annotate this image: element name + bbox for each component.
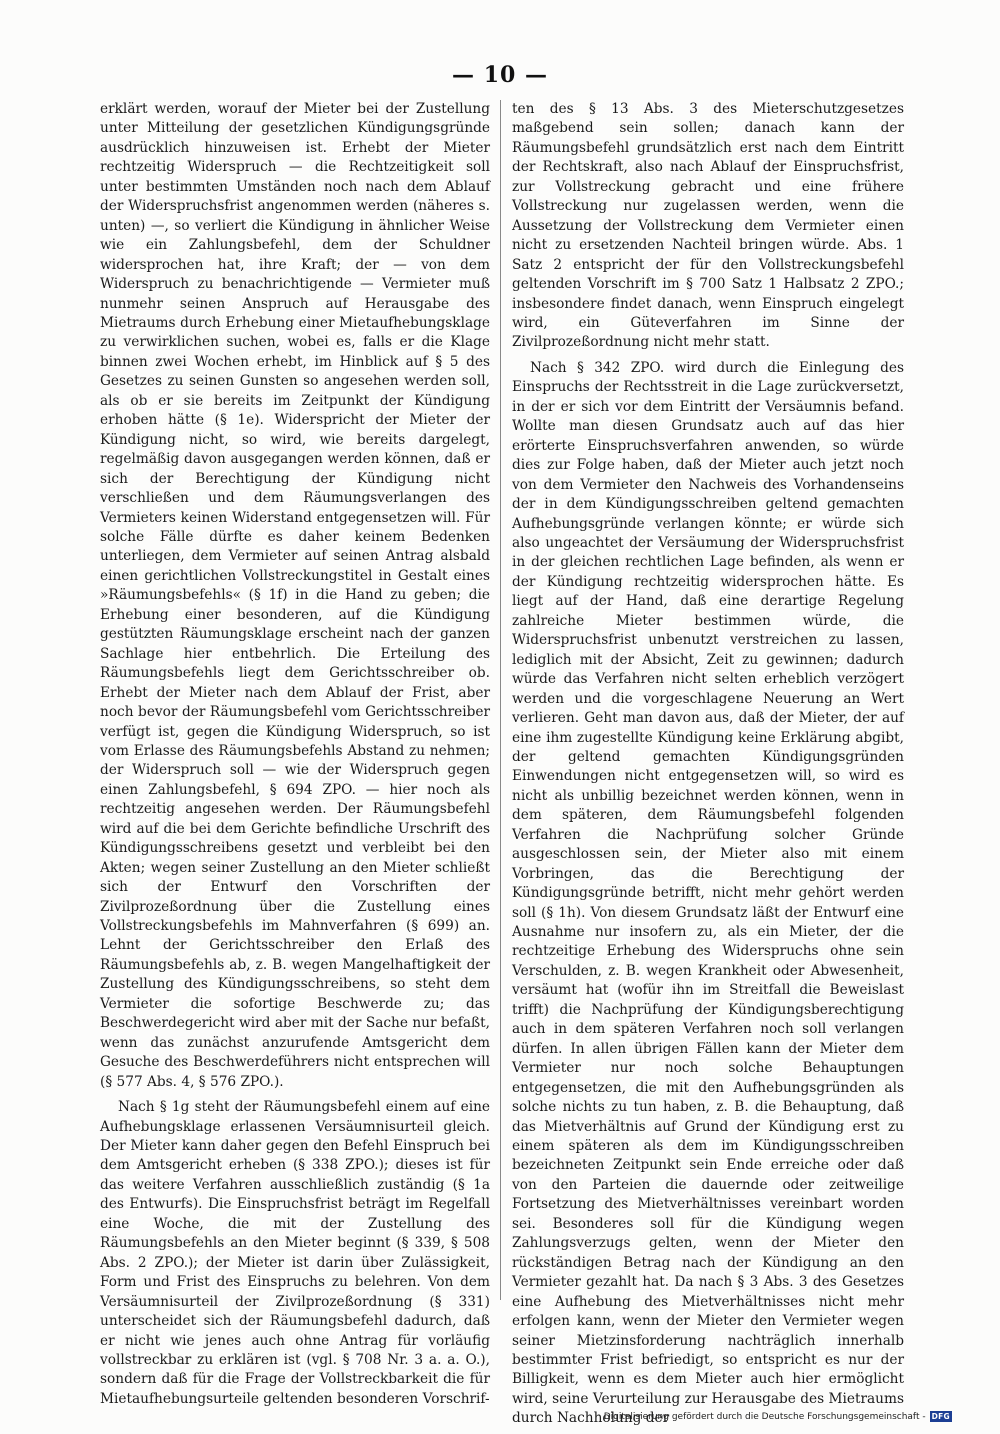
left-column — [100, 100, 490, 1409]
funding-footer — [604, 1411, 952, 1422]
dfg-logo-icon: DFG — [931, 1412, 950, 1421]
page-number: — 10 — — [452, 62, 548, 88]
paragraph: Nach § 1g steht der Räumungsbefehl einem auf eine Aufhebungsklage erlassenen Versäumnisurteil gleich. Der Mieter kann daher gegen den Befehl Einspruch bei dem Amtsgericht erheben (§ 338 ZPO.); dieses ist für das weitere Verfahren ausschließlich zuständig (§ 1a des Entwurfs). Die Einspruchsfrist beträgt im Regelfall eine Woche, die mit der Zustellung des Räumungsbefehls an den Mieter beginnt (§ 339, § 508 Abs. 2 ZPO.); der Mieter ist darin über Zulässigkeit, Form und Frist des Einspruchs zu belehren. Von dem Versäumnisurteil der Zivilprozeßordnung (§ 331) unterscheidet sich der Räumungsbefehl dadurch, daß er nicht wie jenes auch ohne Antrag für vorläufig vollstreckbar zu erklären ist (vgl. § 708 Nr. 3 a. a. O.), sondern daß für die Frage der Vollstreckbarkeit die für Mietaufhebungsurteile geltenden besonderen Vorschrif- — [100, 1099, 490, 1407]
funding-note: Digitalisierung gefördert durch die Deutsche Forschungsgemeinschaft - — [603, 1411, 926, 1422]
paragraph: Nach § 342 ZPO. wird durch die Einlegung des Einspruchs der Rechtsstreit in die Lage zurückversetzt, in der er sich vor dem Eintritt der Versäumnis befand. Wollte man diesen Grundsatz auch auf das hier erörterte Einspruchsverfahren anwenden, so würde dies zur Folge haben, daß der Mieter auch jetzt noch von dem Vermieter den Nachweis des Vorhandenseins der in dem Kündigungsschreiben geltend gemachten Aufhebungsgründe verlangen könnte; er würde sich also ungeachtet der Versäumung der Widerspruchsfrist in der gleichen rechtlichen Lage befinden, als wenn er der Kündigung rechtzeitig widersprochen hätte. Es liegt auf der Hand, daß eine derartige Regelung zahlreiche Mieter bestimmen würde, die Widerspruchsfrist unbenutzt verstreichen zu lassen, lediglich mit der Absicht, Zeit zu gewinnen; dadurch würde das Verfahren nicht selten erheblich verzögert werden und die vorgeschlagene Neuerung an Wert verlieren. Geht man davon aus, daß der Mieter, der auf eine ihm zugestellte Kündigung keine Erklärung abgibt, der geltend gemachten Kündigungsgründen Einwendungen nicht entgegensetzen will, so wird es nicht als unbillig bezeichnet werden können, wenn in dem späteren, dem Räumungsbefehl folgenden Verfahren die Nachprüfung solcher Gründe ausgeschlossen sein, der Mieter also mit einem Vorbringen, das die Berechtigung der Kündigungsgründe betrifft, nicht mehr gehört werden soll (§ 1h). Von diesem Grundsatz läßt der Entwurf eine Ausnahme nur insofern zu, als ein Mieter, der die rechtzeitige Erhebung des Widerspruchs ohne sein Verschulden, z. B. wegen Krankheit oder Abwesenheit, versäumt hat (wofür ihn im Streitfall die Beweislast trifft) die Nachprüfung der Kündigungsberechtigung auch in dem späteren Verfahren noch soll verlangen dürfen. In allen übrigen Fällen kann der Mieter dem Vermieter nur noch solche Behauptungen entgegensetzen, die mit den Aufhebungsgründen als solche nichts zu tun haben, z. B. die Behauptung, daß das Mietverhältnis auf Grund der Kündigung erst zu einem späteren als dem im Kündigungsschreiben bezeichneten Zeitpunkt sein Ende erreiche oder daß von den Parteien die dauernde oder zeitweilige Fortsetzung des Mietverhältnisses vereinbart worden sei. Besonderes soll für die Kündigung wegen Zahlungsverzugs gelten, wenn der Mieter den rückständigen Betrag nach der Kündigung an den Vermieter gezahlt hat. Da nach § 3 Abs. 3 des Gesetzes eine Aufhebung des Mietverhältnisses nicht mehr erfolgen kann, wenn der Mieter den Vermieter wegen seiner Mietzinsforderung nachträglich innerhalb bestimmter Frist befriedigt, so entspricht es nur der Billigkeit, wenn es dem Mieter auch hier ermöglicht wird, seine Verurteilung zur Herausgabe des Mietraums durch Nachholung der — [512, 359, 904, 1427]
column-divider — [500, 100, 501, 1300]
paragraph: ten des § 13 Abs. 3 des Mieterschutzgesetzes maßgebend sein sollen; danach kann der Räumungsbefehl grundsätzlich erst nach dem Eintritt der Rechtskraft, also nach Ablauf der Einspruchsfrist, zur Vollstreckung gebracht und eine frühere Vollstreckung nur zugelassen werden, wenn die Aussetzung der Vollstreckung dem Vermieter einen nicht zu ersetzenden Nachteil bringen würde. Abs. 1 Satz 2 entspricht der für den Vollstreckungsbefehl geltenden Vorschrift im § 700 Satz 1 Halbsatz 2 ZPO.; insbesondere findet danach, wenn Einspruch eingelegt wird, ein Güteverfahren im Sinne der Zivilprozeßordnung nicht mehr statt. — [512, 101, 904, 351]
paragraph: erklärt werden, worauf der Mieter bei der Zustellung unter Mitteilung der gesetzlichen Kündigungsgründe ausdrücklich hinzuweisen ist. Erhebt der Mieter rechtzeitig Widerspruch — die Rechtzeitigkeit soll unter bestimmten Umständen noch nach dem Ablauf der Widerspruchsfrist angenommen werden (näheres s. unten) —, so verliert die Kündigung in ähnlicher Weise wie ein Zahlungsbefehl, dem der Schuldner widersprochen hat, ihre Kraft; der — von dem Widerspruch zu benachrichtigende — Vermieter muß nunmehr seinen Anspruch auf Herausgabe des Mietraums durch Erhebung einer Mietaufhebungsklage zu verwirklichen suchen, wobei es, falls er die Klage binnen zwei Wochen erhebt, im Hinblick auf § 5 des Gesetzes zu seinen Gunsten so angesehen werden soll, als ob er sie bereits im Zeitpunkt der Kündigung erhoben hätte (§ 1e). Widerspricht der Mieter der Kündigung nicht, so wird, wie bereits dargelegt, regelmäßig davon ausgegangen werden können, daß er sich der Berechtigung der Kündigung nicht verschließen und dem Räumungsverlangen des Vermieters keinen Widerstand entgegensetzen will. Für solche Fälle dürfte es daher keinem Bedenken unterliegen, dem Vermieter auf seinen Antrag alsbald einen gerichtlichen Vollstreckungstitel in Gestalt eines »Räumungsbefehls« (§ 1f) in die Hand zu geben; die Erhebung einer besonderen, auf die Kündigung gestützten Räumungsklage erscheint nach der ganzen Sachlage hier entbehrlich. Die Erteilung des Räumungsbefehls liegt dem Gerichtsschreiber ob. Erhebt der Mieter nach dem Ablauf der Frist, aber noch bevor der Räumungsbefehl vom Gerichtsschreiber verfügt ist, gegen die Kündigung Widerspruch, so ist vom Erlasse des Räumungsbefehls Abstand zu nehmen; der Widerspruch soll — wie der Widerspruch gegen einen Zahlungsbefehl, § 694 ZPO. — hier noch als rechtzeitig angesehen werden. Der Räumungsbefehl wird auf die bei dem Gerichte befindliche Urschrift des Kündigungsschreibens gesetzt und verbleibt bei den Akten; wegen seiner Zustellung an den Mieter schließt sich der Entwurf den Vorschriften der Zivilprozeßordnung über die Zustellung eines Vollstreckungsbefehls im Mahnverfahren (§ 699) an. Lehnt der Gerichtsschreiber den Erlaß des Räumungsbefehls ab, z. B. wegen Mangelhaftigkeit der Zustellung des Kündigungsschreibens, so steht dem Vermieter die sofortige Beschwerde zu; das Beschwerdegericht wird aber mit der Sache nur befaßt, wenn das zunächst anzurufende Amtsgericht dem Gesuche des Beschwerdeführers nicht entsprechen will (§ 577 Abs. 4, § 576 ZPO.). — [100, 101, 490, 1090]
right-column — [512, 100, 904, 1429]
